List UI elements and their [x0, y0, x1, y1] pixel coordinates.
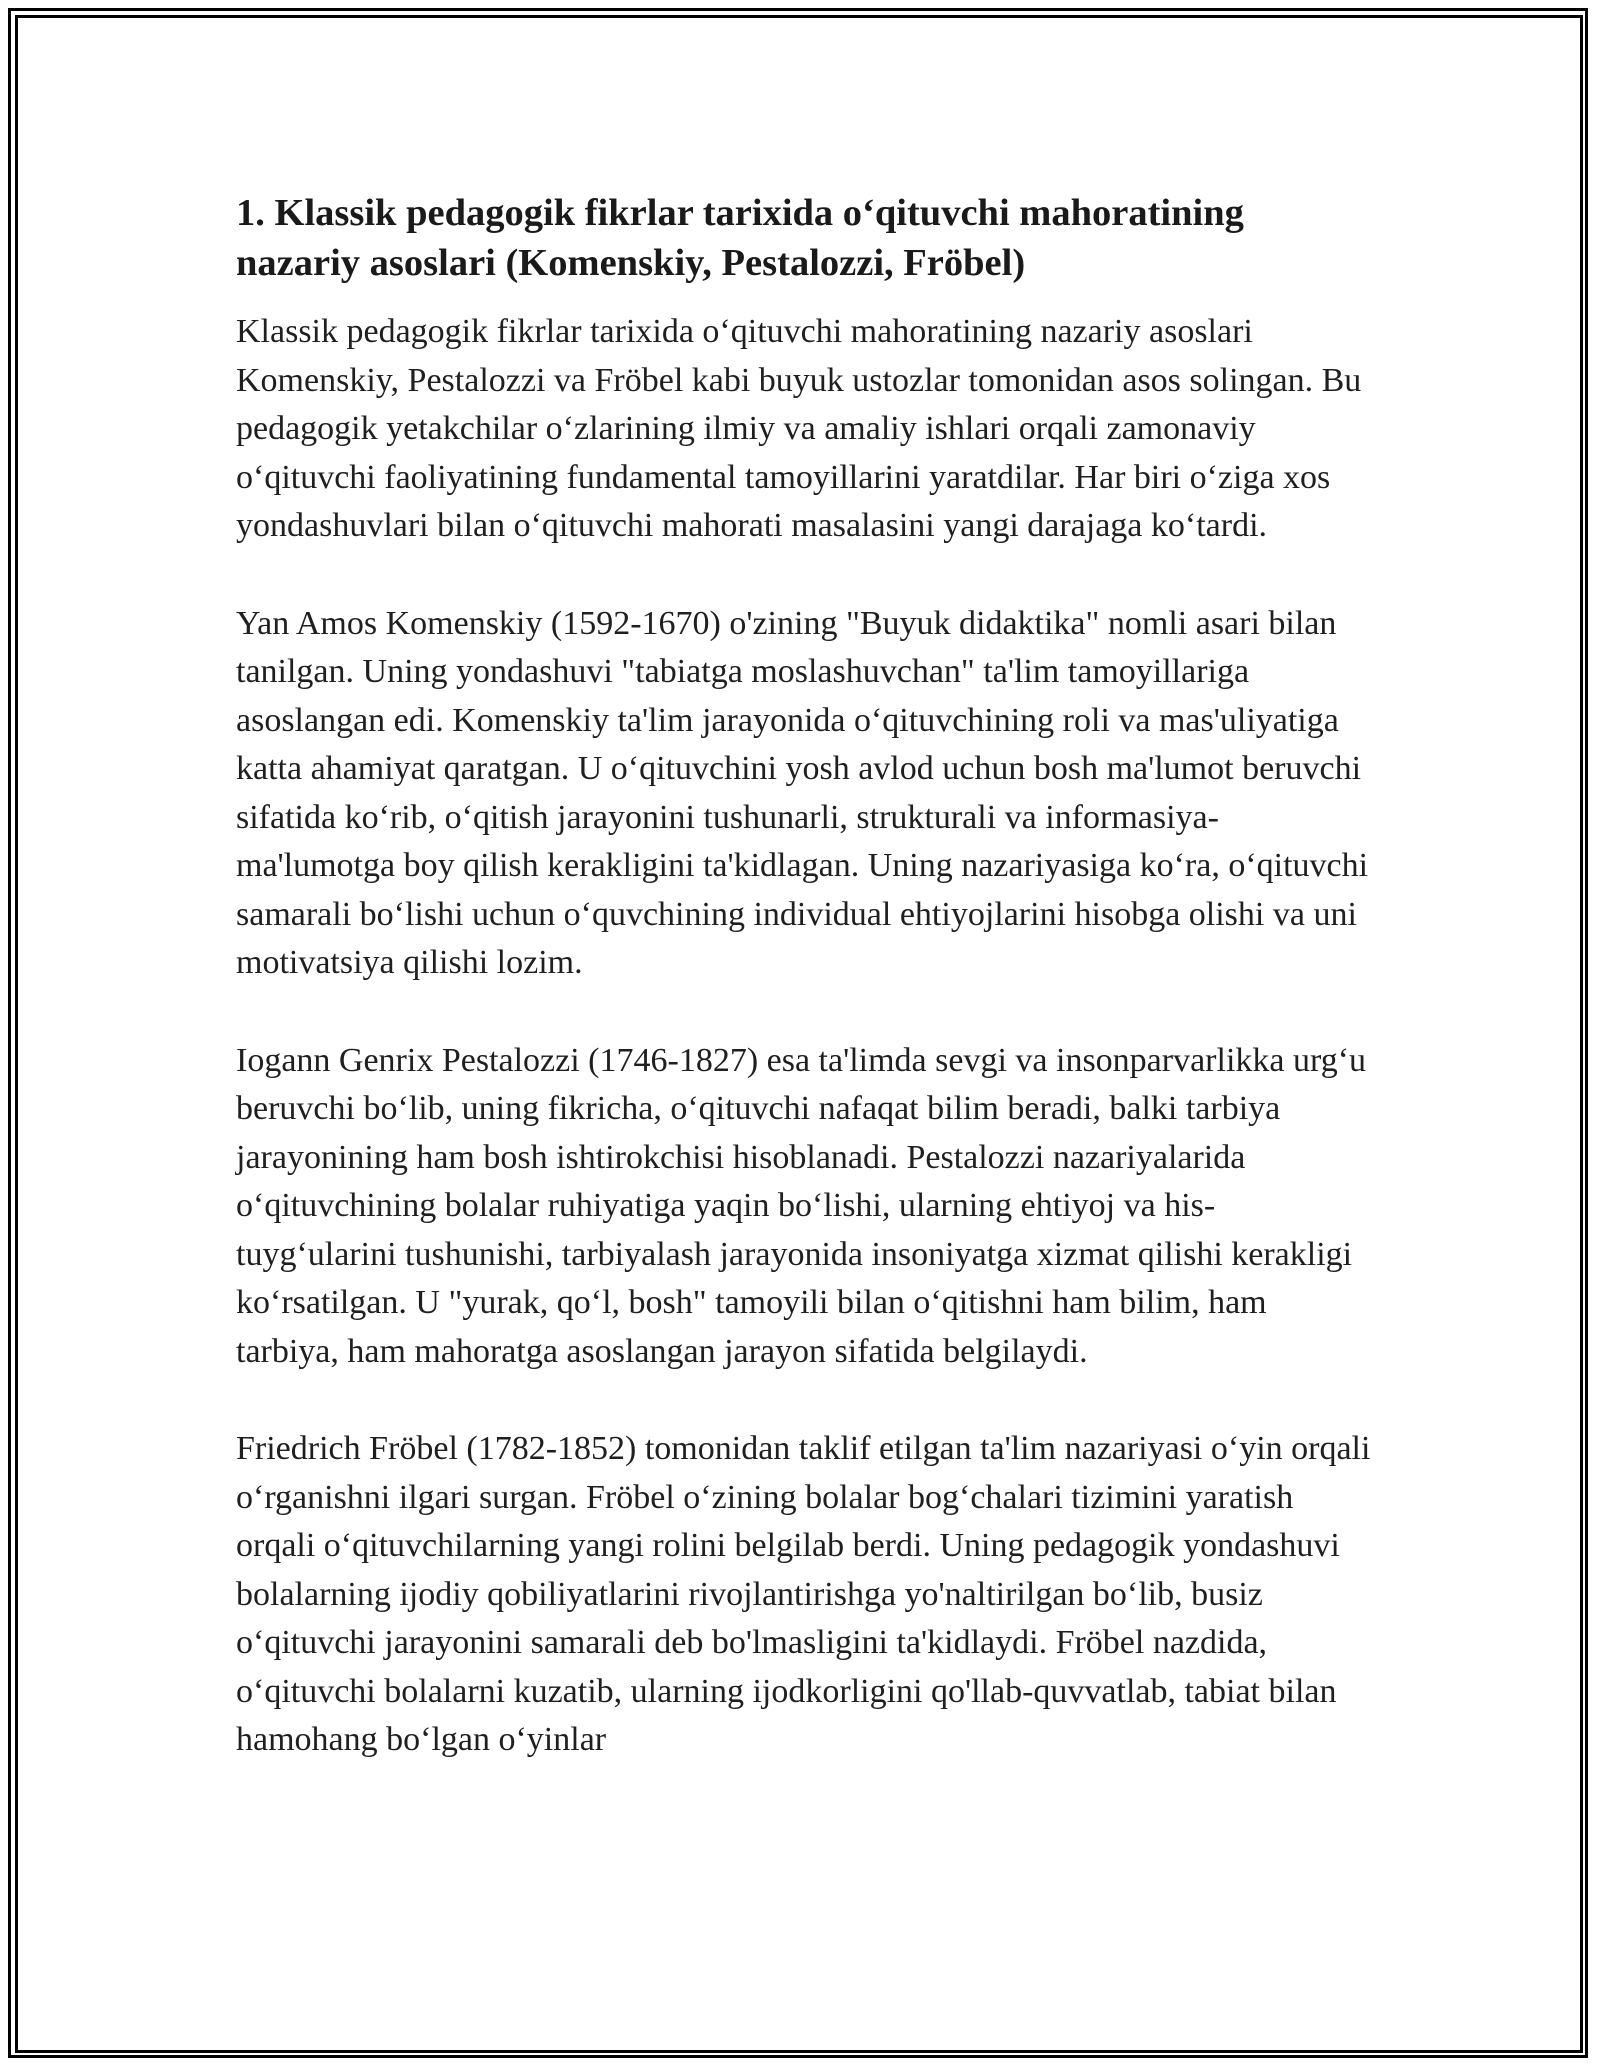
paragraph-frobel: Friedrich Fröbel (1782-1852) tomonidan taklif etilgan ta'lim nazariyasi o‘yin orqali o‘rganishni ilgari surgan. Fröbel o‘zining bolalar bog‘chalari tizimini yaratish orqali o‘qituvchilarning yangi rolini belgilab berdi. Uning pedagogik yondashuvi bolalarning ijodiy qobiliyatlarini rivojlantirishga yo'naltirilgan bo‘lib, busiz o‘qituvchi jarayonini samarali deb bo'lmasligini ta'kidlaydi. Fröbel nazdida, o‘qituvchi bolalarni kuzatib, ularning ijodkorligini qo'llab-quvvatlab, tabiat bilan hamohang bo‘lgan o‘yinlar	[236, 1430, 1371, 1758]
paragraph-pestalozzi: Iogann Genrix Pestalozzi (1746-1827) esa ta'limda sevgi va insonparvarlikka urg‘u beruvchi bo‘lib, uning fikricha, o‘qituvchi nafaqat bilim beradi, balki tarbiya jarayonining ham bosh ishtirokchisi hisoblanadi. Pestalozzi nazariyalarida o‘qituvchining bolalar ruhiyatiga yaqin bo‘lishi, ularning ehtiyoj va his-tuyg‘ularini tushunishi, tarbiyalash jarayonida insoniyatga xizmat qilishi kerakligi ko‘rsatilgan. U "yurak, qo‘l, bosh" tamoyili bilan o‘qitishni ham bilim, ham tarbiya, ham mahoratga asoslangan jarayon sifatida belgilaydi.	[236, 1041, 1367, 1370]
document-body	[236, 188, 1371, 1814]
paragraph-intro: Klassik pedagogik fikrlar tarixida o‘qituvchi mahoratining nazariy asoslari Komenskiy, Pestalozzi va Fröbel kabi buyuk ustozlar tomonidan asos solingan. Bu pedagogik yetakchilar o‘zlarining ilmiy va amaliy ishlari orqali zamonaviy o‘qituvchi faoliyatining fundamental tamoyillarini yaratdilar. Har biri o‘ziga xos yondashuvlari bilan o‘qituvchi mahorati masalasini yangi darajaga ko‘tardi.	[236, 313, 1362, 544]
paragraph-komenskiy: Yan Amos Komenskiy (1592-1670) o'zining "Buyuk didaktika" nomli asari bilan tanilgan. Uning yondashuvi "tabiatga moslashuvchan" ta'lim tamoyillariga asoslangan edi. Komenskiy ta'lim jarayonida o‘qituvchining roli va mas'uliyatiga katta ahamiyat qaratgan. U o‘qituvchini yosh avlod uchun bosh ma'lumot beruvchi sifatida ko‘rib, o‘qitish jarayonini tushunarli, strukturali va informasiya-ma'lumotga boy qilish kerakligini ta'kidlagan. Uning nazariyasiga ko‘ra, o‘qituvchi samarali bo‘lishi uchun o‘quvchining individual ehtiyojlarini hisobga olishi va uni motivatsiya qilishi lozim.	[236, 604, 1369, 981]
section-heading: 1. Klassik pedagogik fikrlar tarixida o‘qituvchi mahoratining nazariy asoslari (Komenskiy, Pestalozzi, Fröbel)	[236, 192, 1244, 284]
